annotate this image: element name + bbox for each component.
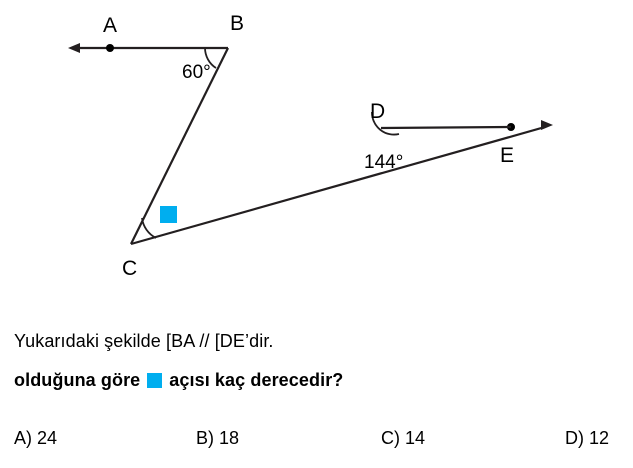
point-a-dot	[106, 44, 114, 52]
label-point-a: A	[103, 14, 118, 37]
question-line-2	[14, 370, 343, 391]
option-a[interactable]: A) 24	[14, 428, 58, 448]
angle-arc-c	[142, 218, 156, 238]
angle-label-d: 144°	[364, 152, 404, 173]
option-b[interactable]: B) 18	[196, 428, 240, 448]
question-line-2-before: olduğuna göre	[14, 370, 141, 390]
ray-ce	[131, 120, 553, 244]
question-line-1: Yukarıdaki şekilde [BA // [DE’dir.	[14, 331, 274, 351]
option-c[interactable]: C) 14	[381, 428, 426, 448]
ray-ba	[68, 43, 228, 53]
question-line-2-after: açısı kaç derecedir?	[169, 370, 344, 390]
label-point-e: E	[500, 144, 515, 167]
label-point-c: C	[122, 257, 138, 280]
arrowhead-a	[68, 43, 80, 53]
segment-bc	[131, 48, 228, 244]
label-point-d: D	[370, 100, 386, 123]
segment-de	[381, 127, 511, 128]
angle-marker-square-inline	[147, 373, 162, 388]
option-d[interactable]: D) 12	[565, 428, 610, 448]
label-point-b: B	[230, 12, 245, 35]
angle-label-b: 60°	[182, 62, 211, 83]
angle-marker-square-c	[160, 206, 177, 223]
arrowhead-e	[541, 120, 553, 130]
